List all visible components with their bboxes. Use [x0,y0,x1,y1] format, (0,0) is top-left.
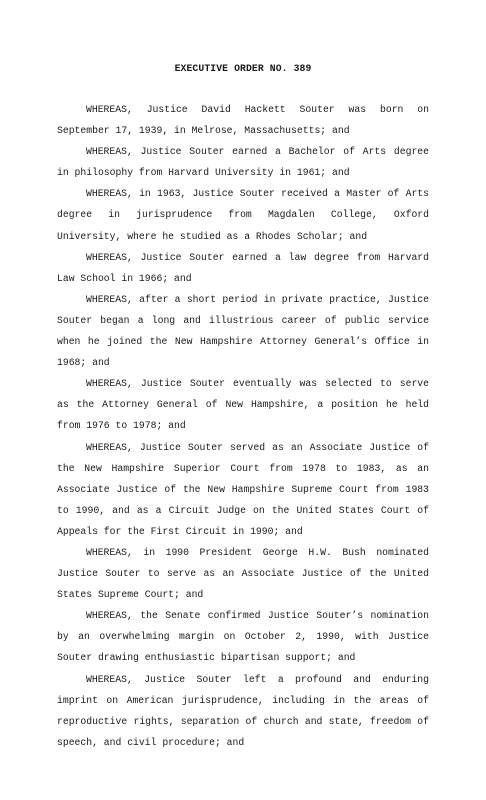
whereas-paragraph-birth: WHEREAS, Justice David Hackett Souter was born on September 17, 1939, in Melrose, Massachusetts; and [57,104,429,137]
whereas-paragraph-law-degree: WHEREAS, Justice Souter earned a law degree from Harvard Law School in 1966; and [57,251,429,284]
whereas-paragraph-bachelor: WHEREAS, Justice Souter earned a Bachelor of Arts degree in philosophy from Harvard University in 1961; and [57,146,429,179]
whereas-paragraph-master: WHEREAS, in 1963, Justice Souter received a Master of Arts degree in jurisprudence from Magdalen College, Oxford University, where he studied as a Rhodes Scholar; and [57,188,429,242]
whereas-paragraph-attorney-general: WHEREAS, Justice Souter eventually was selected to serve as the Attorney General of New Hampshire, a position he held from 1976 to 1978; and [57,378,429,432]
whereas-paragraph-nomination: WHEREAS, in 1990 President George H.W. Bush nominated Justice Souter to serve as an Associate Justice of the United States Supreme Court; and [57,546,429,601]
whereas-paragraph-judicial-service: WHEREAS, Justice Souter served as an Associate Justice of the New Hampshire Superior Court from 1978 to 1983, as an Associate Justice of the New Hampshire Supreme Court from 1983 to 1990, and as a Circuit Judge on the United States Court of Appeals for the First Circuit in 1990; and [57,441,429,537]
whereas-paragraph-jurisprudence: WHEREAS, Justice Souter left a profound and enduring imprint on American jurisprudence, including in the areas of reproductive rights, separation of church and state, freedom of speech, and civil procedure; and [57,673,429,748]
executive-order-text [57,62,429,753]
whereas-paragraph-private-practice: WHEREAS, after a short period in private practice, Justice Souter began a long and illustrious career of public service when he joined the New Hampshire Attorney General’s Office in 1968; and [57,293,429,369]
document-title: EXECUTIVE ORDER NO. 389 [174,63,312,74]
whereas-paragraph-confirmation: WHEREAS, the Senate confirmed Justice Souter’s nomination by an overwhelming margin on October 2, 1990, with Justice Souter drawing enthusiastic bipartisan support; and [57,610,429,664]
